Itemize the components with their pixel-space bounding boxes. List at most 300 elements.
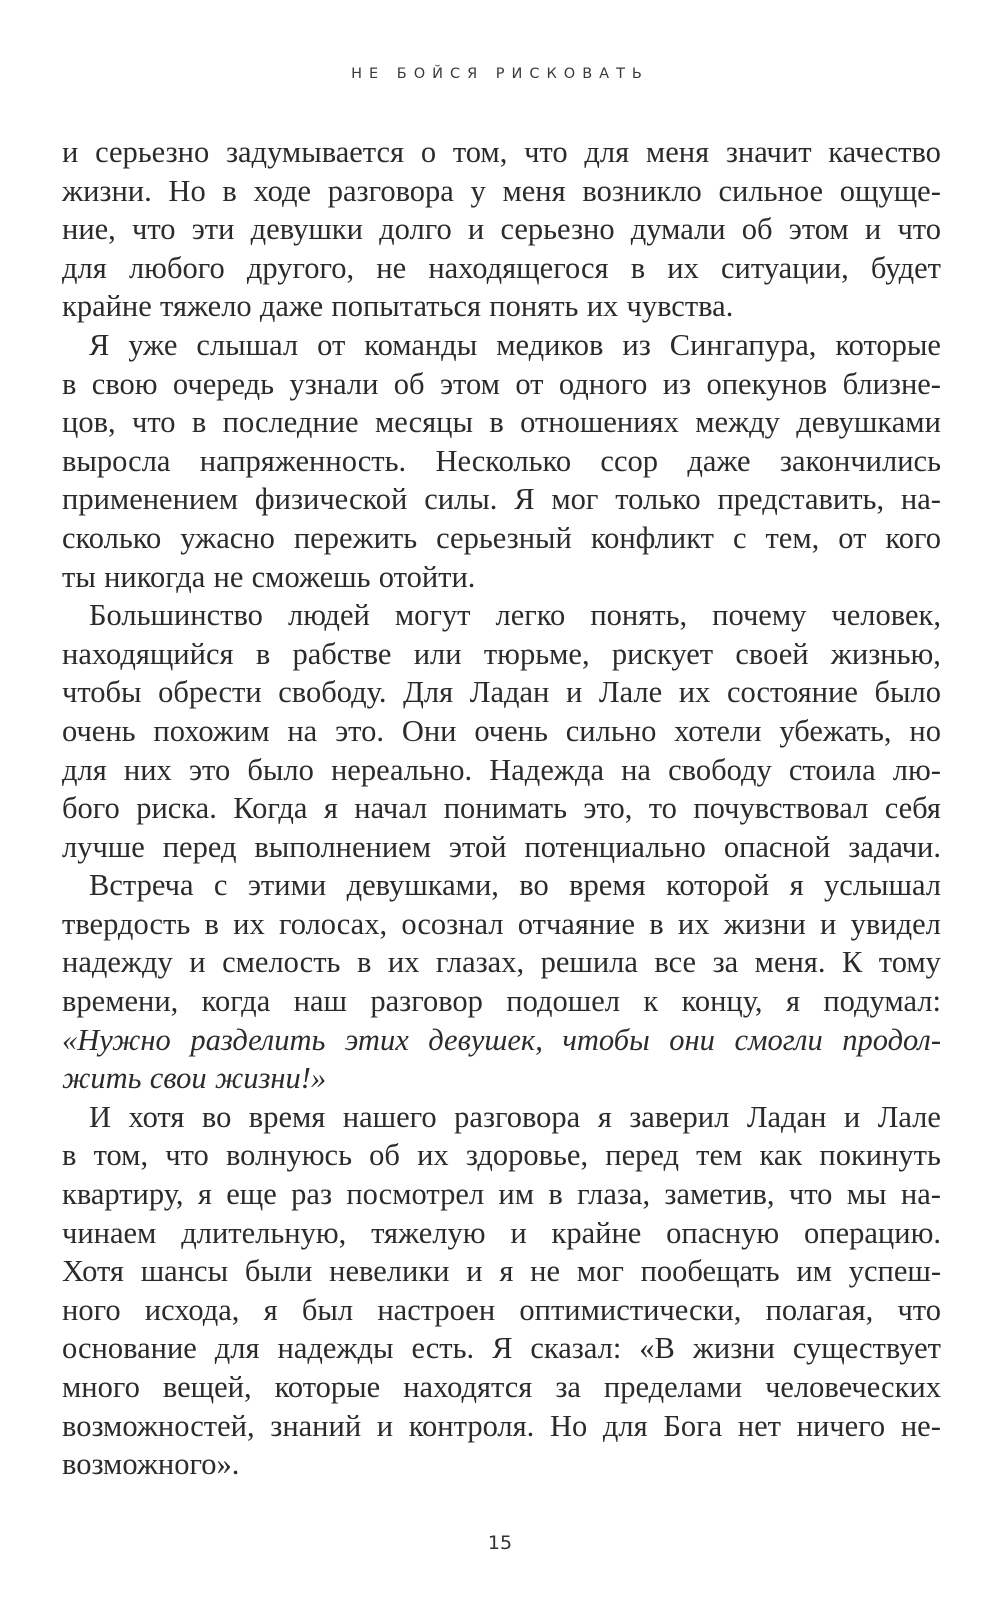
word: или: [413, 636, 462, 671]
word: надежды: [277, 1331, 394, 1366]
word: их: [678, 675, 711, 710]
word: заметив,: [664, 1177, 775, 1212]
text-line: [62, 1175, 941, 1214]
word: девушками: [796, 405, 941, 440]
word: состояние: [726, 675, 858, 710]
word: тяжело: [160, 289, 252, 324]
word: тяжелую: [371, 1215, 486, 1250]
word: жизни!»: [214, 1061, 327, 1096]
word: команды: [364, 327, 478, 362]
text-line: [62, 365, 941, 404]
word: между: [695, 405, 780, 440]
word: людей: [287, 598, 370, 633]
word: длительную,: [181, 1215, 347, 1250]
word: увидел: [850, 906, 941, 941]
word: рискует: [611, 636, 714, 671]
text-line: [62, 287, 941, 326]
text-line: [62, 712, 941, 751]
word: жить: [62, 1061, 142, 1096]
word: риска.: [136, 791, 217, 826]
text-line: [62, 172, 941, 211]
word: Я: [492, 1331, 513, 1366]
text-line: [62, 480, 941, 519]
word: много: [62, 1370, 140, 1404]
word: что: [131, 405, 176, 440]
word: попытаться: [331, 289, 482, 324]
word: из: [622, 327, 651, 362]
word: могут: [394, 598, 471, 633]
word: не: [530, 1254, 560, 1289]
word: рабстве: [292, 636, 392, 671]
word: оптимистически,: [519, 1292, 742, 1327]
word: с: [732, 520, 747, 555]
word: Когда: [233, 791, 308, 826]
word: я: [789, 868, 804, 903]
word: время: [248, 1099, 326, 1134]
word: свободу: [668, 752, 772, 787]
word: ты: [62, 559, 96, 594]
word: ужасно: [180, 520, 275, 555]
word: находятся: [403, 1370, 533, 1404]
word: надежду: [62, 945, 173, 980]
word: есть.: [411, 1331, 475, 1366]
text-line: [62, 133, 941, 172]
text-line: [62, 789, 941, 828]
word: глазах,: [435, 945, 525, 980]
word: не: [376, 250, 407, 285]
word: концу,: [681, 984, 763, 1019]
word: свободу.: [278, 675, 387, 710]
word: очередь: [172, 366, 275, 401]
word: в: [222, 173, 237, 208]
word: пределами: [603, 1370, 743, 1404]
word: что: [524, 135, 568, 169]
word: ходе: [253, 173, 312, 208]
word: уже: [128, 327, 178, 362]
word: кого: [885, 520, 941, 555]
word: Несколько: [435, 443, 572, 478]
word: их: [677, 906, 710, 941]
word: и: [62, 135, 79, 169]
word: этом: [788, 212, 849, 247]
word: жизнью,: [830, 636, 941, 671]
word: глаза,: [577, 1177, 651, 1212]
text-line: [62, 326, 941, 365]
word: этими: [247, 868, 327, 903]
word: Но: [549, 1408, 588, 1443]
word: которые: [274, 1370, 381, 1404]
word: настроен: [377, 1292, 496, 1327]
word: об: [741, 212, 773, 247]
word: во: [519, 868, 549, 903]
word: ного: [62, 1292, 121, 1327]
word: свою: [91, 366, 158, 401]
word: шансы: [140, 1254, 229, 1289]
word: меня: [645, 135, 710, 169]
word: их: [417, 1138, 449, 1173]
word: и: [510, 1215, 527, 1250]
word: разговора: [454, 1099, 581, 1134]
word: разделить: [190, 1022, 326, 1057]
word: все: [654, 945, 697, 980]
word: сможешь: [251, 559, 371, 594]
word: контроля.: [408, 1408, 535, 1443]
word: квартиру,: [62, 1177, 184, 1212]
word: я: [197, 1177, 212, 1212]
word: мы: [846, 1177, 887, 1212]
word: потенциально: [524, 829, 706, 864]
word: этом: [439, 366, 500, 401]
word: здоровье,: [465, 1138, 589, 1173]
word: Лале: [877, 1099, 941, 1134]
word: очень: [474, 713, 548, 748]
word: человеческих: [765, 1370, 941, 1404]
word: возникло: [582, 173, 702, 208]
word: и: [820, 906, 837, 941]
word: в: [191, 405, 207, 440]
word: лю-: [892, 752, 941, 787]
word: опекунов: [706, 366, 828, 401]
word: тому: [878, 945, 941, 980]
word: чтобы: [562, 1022, 650, 1057]
word: и: [376, 1408, 394, 1443]
word: отчаяние: [517, 906, 636, 941]
word: закончились: [779, 443, 941, 478]
word: разговор: [370, 984, 483, 1019]
text-line: [62, 1329, 941, 1368]
word: мог: [576, 1254, 624, 1289]
text-line: [62, 1368, 941, 1407]
word: том,: [93, 1138, 149, 1173]
word: в: [489, 405, 504, 440]
word: нашего: [342, 1099, 437, 1134]
word: Бога: [663, 1408, 723, 1443]
word: которые: [835, 327, 941, 362]
word: решила: [540, 945, 638, 980]
text-line: [62, 1136, 941, 1175]
word: Ладан: [469, 675, 550, 710]
word: их: [586, 289, 619, 324]
word: успеш-: [848, 1254, 941, 1289]
word: и: [864, 212, 882, 247]
word: что: [165, 1138, 209, 1173]
word: убежать,: [779, 713, 892, 748]
word: для: [214, 1331, 260, 1366]
word: об: [369, 1138, 400, 1173]
word: времени,: [62, 984, 179, 1019]
word: слышал: [196, 327, 299, 362]
word: Для: [403, 675, 454, 710]
word: Надежда: [489, 752, 604, 787]
word: на-: [900, 1177, 941, 1212]
word: эти: [191, 212, 235, 247]
word: их: [233, 906, 265, 941]
word: понять,: [590, 598, 688, 633]
word: что: [897, 1292, 941, 1327]
word: и: [843, 1099, 861, 1134]
word: применением: [62, 482, 239, 517]
word: но: [909, 713, 941, 748]
word: будет: [870, 250, 941, 285]
word: медиков: [496, 327, 604, 362]
word: что: [897, 212, 941, 247]
word: в: [62, 366, 77, 401]
italic-text-line: [62, 1021, 941, 1060]
word: разговора: [327, 173, 454, 208]
word: в: [649, 906, 664, 941]
word: бого: [62, 791, 120, 826]
word: ссор: [600, 443, 658, 478]
word: конфликт: [590, 520, 714, 555]
text-line: [62, 1214, 941, 1253]
word: я: [323, 791, 338, 826]
word: чтобы: [62, 675, 142, 710]
word: том,: [452, 135, 508, 169]
word: тем,: [765, 520, 820, 555]
word: находящийся: [62, 636, 234, 671]
word: «В: [639, 1331, 675, 1366]
word: им: [498, 1177, 535, 1212]
word: цов,: [62, 405, 116, 440]
word: за: [555, 1370, 581, 1404]
word: их: [387, 945, 420, 980]
word: голосах,: [278, 906, 388, 941]
word: даже: [259, 289, 324, 324]
word: лучше: [62, 829, 145, 864]
word: серьезный: [436, 520, 572, 555]
text-line: [62, 905, 941, 944]
word: подошел: [506, 984, 620, 1019]
word: еще: [226, 1177, 277, 1212]
word: опасной: [723, 829, 831, 864]
word: девушками,: [346, 868, 499, 903]
word: легко: [495, 598, 566, 633]
word: это,: [583, 791, 633, 826]
word: смогли: [734, 1022, 823, 1057]
word: я: [263, 1292, 278, 1327]
word: в: [255, 636, 271, 671]
word: продол-: [842, 1022, 941, 1057]
word: их: [667, 250, 699, 285]
word: выросла: [62, 443, 171, 478]
word: Но: [168, 173, 206, 208]
word: услышал: [823, 868, 941, 903]
word: хотели: [674, 713, 762, 748]
word: покинуть: [819, 1138, 941, 1173]
word: были: [244, 1254, 313, 1289]
word: почему: [712, 598, 807, 633]
word: и: [565, 675, 583, 710]
text-line: [62, 982, 941, 1021]
word: от: [838, 520, 867, 555]
word: представить,: [717, 482, 885, 517]
word: Большинство: [89, 598, 263, 633]
text-line: [62, 249, 941, 288]
word: нереально.: [330, 752, 473, 787]
word: даже: [687, 443, 751, 478]
text-line: [62, 519, 941, 558]
word: о: [420, 135, 437, 169]
word: узнали: [289, 366, 379, 401]
word: себя: [884, 791, 941, 826]
text-line: [62, 1098, 941, 1137]
word: основание: [62, 1331, 197, 1366]
word: за: [712, 945, 739, 980]
text-line: [62, 943, 941, 982]
word: почувствовал: [693, 791, 869, 826]
word: знаний: [270, 1408, 362, 1443]
word: у: [470, 173, 486, 208]
word: отношениях: [520, 405, 679, 440]
word: Я: [89, 327, 110, 362]
word: только: [615, 482, 701, 517]
word: подумал:: [823, 984, 941, 1019]
word: от: [515, 366, 544, 401]
word: было: [247, 752, 314, 787]
italic-text-line: [62, 1059, 941, 1098]
word: было: [874, 675, 941, 710]
word: жизни: [692, 1331, 775, 1366]
running-head: НЕ БОЙСЯ РИСКОВАТЬ: [351, 66, 649, 82]
word: этих: [344, 1022, 409, 1057]
word: во: [201, 1099, 232, 1134]
word: для: [62, 752, 107, 787]
word: серьезно: [500, 212, 615, 247]
word: значит: [725, 135, 812, 169]
word: для: [62, 250, 107, 285]
word: им: [796, 1254, 832, 1289]
word: сильно: [565, 713, 657, 748]
word: и: [189, 945, 206, 980]
word: понимать: [443, 791, 567, 826]
word: возможного».: [62, 1447, 240, 1482]
word: стоила: [788, 752, 876, 787]
word: понять: [489, 289, 579, 324]
word: Ладан: [746, 1099, 827, 1134]
word: другого,: [246, 250, 355, 285]
word: осознал: [401, 906, 504, 941]
word: думали: [630, 212, 726, 247]
word: человек,: [831, 598, 941, 633]
word: не: [213, 559, 244, 594]
word: смелость: [222, 945, 341, 980]
word: пообещать: [640, 1254, 780, 1289]
word: опасную: [666, 1215, 780, 1250]
word: я: [597, 1099, 612, 1134]
word: серьезно: [95, 135, 210, 169]
word: нет: [737, 1408, 781, 1443]
word: полагая,: [765, 1292, 874, 1327]
word: об: [393, 366, 425, 401]
word: это.: [335, 713, 384, 748]
word: К: [841, 945, 863, 980]
text-line: [62, 558, 941, 597]
word: твердость: [62, 906, 191, 941]
word: «Нужно: [62, 1022, 171, 1057]
text-line: [62, 596, 941, 635]
word: сказал:: [530, 1331, 622, 1366]
word: ничего: [796, 1408, 886, 1443]
text-line: [62, 1445, 941, 1484]
word: от: [317, 327, 346, 362]
word: начал: [354, 791, 428, 826]
word: невелики: [329, 1254, 450, 1289]
word: меня.: [754, 945, 826, 980]
word: ощуще-: [839, 173, 941, 208]
word: и: [466, 1254, 483, 1289]
word: в: [630, 250, 646, 285]
word: сильное: [718, 173, 823, 208]
word: этой: [448, 829, 507, 864]
word: на: [287, 713, 318, 748]
word: крайне: [551, 1215, 642, 1250]
word: чувства.: [626, 289, 734, 324]
word: очень: [62, 713, 136, 748]
text-line: [62, 210, 941, 249]
word: Лале: [598, 675, 663, 710]
word: девушек,: [428, 1022, 543, 1057]
word: что: [132, 212, 176, 247]
word: я: [785, 984, 800, 1019]
word: находящегося: [428, 250, 609, 285]
text-line: [62, 1407, 941, 1446]
word: они: [669, 1022, 715, 1057]
word: перед: [605, 1138, 680, 1173]
word: раз: [291, 1177, 332, 1212]
word: задачи.: [848, 829, 941, 864]
word: которой: [666, 868, 770, 903]
word: из: [662, 366, 692, 401]
word: силы.: [424, 482, 498, 517]
word: существует: [792, 1331, 941, 1366]
word: волнуюсь: [225, 1138, 353, 1173]
word: наш: [293, 984, 347, 1019]
word: жизни.: [62, 173, 152, 208]
word: исхода,: [144, 1292, 240, 1327]
text-line: [62, 828, 941, 867]
word: в: [356, 945, 372, 980]
word: одного: [558, 366, 648, 401]
word: когда: [201, 984, 271, 1019]
text-line: [62, 1252, 941, 1291]
word: в: [204, 906, 219, 941]
text-line: [62, 751, 941, 790]
word: месяцы: [374, 405, 473, 440]
text-line: [62, 635, 941, 674]
word: вещей,: [162, 1370, 252, 1404]
word: отойти.: [378, 559, 476, 594]
word: заверил: [629, 1099, 730, 1134]
word: как: [759, 1138, 803, 1173]
word: напряженность.: [199, 443, 407, 478]
word: пережить: [293, 520, 418, 555]
word: мог: [551, 482, 599, 517]
text-line: [62, 403, 941, 442]
word: своей: [735, 636, 809, 671]
word: И: [89, 1099, 112, 1134]
word: свои: [149, 1061, 207, 1096]
word: для: [584, 135, 630, 169]
word: жизни: [723, 906, 806, 941]
word: тюрьме,: [483, 636, 590, 671]
word: крайне: [62, 289, 152, 324]
word: сколько: [62, 520, 162, 555]
word: никогда: [104, 559, 206, 594]
word: последние: [222, 405, 359, 440]
word: Встреча: [89, 868, 194, 903]
word: похожим: [153, 713, 270, 748]
word: выполнением: [254, 829, 432, 864]
